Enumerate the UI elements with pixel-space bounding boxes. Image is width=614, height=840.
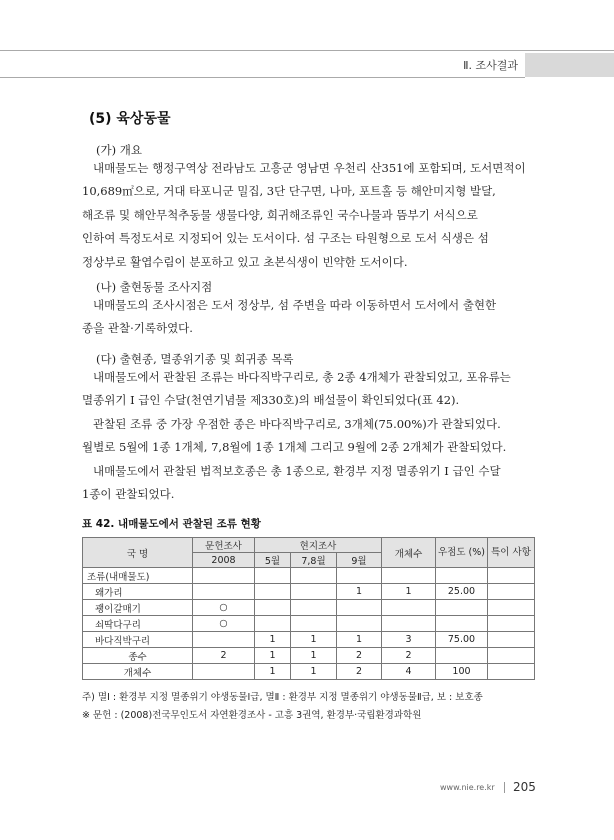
table-cell-special bbox=[488, 600, 535, 616]
header-2008: 2008 bbox=[193, 553, 255, 568]
total-cell-count: 2 bbox=[382, 648, 436, 664]
table-cell-dom: 25.00 bbox=[436, 584, 488, 600]
table-cell-may bbox=[255, 568, 291, 584]
total-cell-dom: 100 bbox=[436, 664, 488, 680]
table-cell-count bbox=[382, 616, 436, 632]
top-rule bbox=[0, 50, 614, 51]
species-name-cell: 쇠딱다구리 bbox=[83, 616, 193, 632]
table-cell-sep bbox=[337, 600, 382, 616]
table-cell-dom bbox=[436, 600, 488, 616]
total-label-cell: 종수 bbox=[83, 648, 193, 664]
overview-paragraph bbox=[82, 157, 534, 274]
table-total-row bbox=[83, 664, 535, 680]
table-cell-julaug bbox=[291, 568, 337, 584]
paragraph-line: 인하여 특정도서로 지정되어 있는 도서이다. 섬 구조는 타원형으로 도서 식생은 섬 bbox=[82, 231, 489, 246]
table-cell-may bbox=[255, 616, 291, 632]
total-cell-may: 1 bbox=[255, 648, 291, 664]
table-cell-julaug bbox=[291, 584, 337, 600]
survey-sites-paragraph bbox=[82, 294, 534, 341]
table-cell-julaug: 1 bbox=[291, 632, 337, 648]
table-cell-count: 3 bbox=[382, 632, 436, 648]
table-cell-count bbox=[382, 600, 436, 616]
paragraph-line: 내매물도의 조사시점은 도서 정상부, 섬 주변을 따라 이동하면서 도서에서 출현한 bbox=[93, 298, 497, 312]
header-sep: 9월 bbox=[337, 553, 382, 568]
table-row bbox=[83, 568, 535, 584]
table-cell-special bbox=[488, 584, 535, 600]
table-cell-lit bbox=[193, 632, 255, 648]
table-note-source: ※ 문헌 : (2008)전국무인도서 자연환경조사 - 고흥 3권역, 환경부·국립환경과학원 bbox=[82, 710, 422, 721]
table-cell-julaug bbox=[291, 600, 337, 616]
header-literature: 문헌조사 bbox=[193, 538, 255, 553]
table-cell-dom bbox=[436, 616, 488, 632]
footer-site: www.nie.re.kr bbox=[440, 783, 495, 792]
header-may: 5월 bbox=[255, 553, 291, 568]
total-label-cell: 개체수 bbox=[83, 664, 193, 680]
table-cell-count: 1 bbox=[382, 584, 436, 600]
table-cell-julaug bbox=[291, 616, 337, 632]
header-tab bbox=[525, 53, 614, 77]
total-cell-sep: 2 bbox=[337, 648, 382, 664]
chapter-header: Ⅱ. 조사결과 bbox=[463, 59, 518, 72]
table-row bbox=[83, 616, 535, 632]
table-cell-may bbox=[255, 600, 291, 616]
total-cell-may: 1 bbox=[255, 664, 291, 680]
table-row bbox=[83, 600, 535, 616]
species-name-cell: 괭이갈매기 bbox=[83, 600, 193, 616]
header-jul-aug: 7,8월 bbox=[291, 553, 337, 568]
header-special: 특이 사항 bbox=[488, 538, 535, 568]
total-cell-julaug: 1 bbox=[291, 648, 337, 664]
table-cell-sep bbox=[337, 568, 382, 584]
subsection-heading-survey-sites: (나) 출현동물 조사지점 bbox=[96, 280, 213, 294]
total-cell-dom bbox=[436, 648, 488, 664]
table-cell-lit bbox=[193, 568, 255, 584]
species-name-cell: 조류(내매물도) bbox=[83, 568, 193, 584]
paragraph-line: 관찰된 조류 중 가장 우점한 종은 바다직박구리로, 3개체(75.00%)가 관찰되었다. bbox=[93, 416, 501, 431]
table-cell-may: 1 bbox=[255, 632, 291, 648]
header-count: 개체수 bbox=[382, 538, 436, 568]
paragraph-line: 내매물도에서 관찰된 조류는 바다직박구리로, 총 2종 4개체가 관찰되었고, 포유류는 bbox=[93, 370, 511, 384]
paragraph-line: 해조류 및 해안무척추동물 생물다양, 희귀해조류인 국수나물과 뜸부기 서식으로 bbox=[82, 207, 478, 222]
paragraph-line: 내매물도는 행정구역상 전라남도 고흥군 영남면 우천리 산351에 포함되며, 도서면적이 bbox=[93, 161, 526, 175]
table-cell-may bbox=[255, 584, 291, 600]
subsection-heading-species-list: (다) 출현종, 멸종위기종 및 희귀종 목록 bbox=[96, 352, 294, 366]
paragraph-line: 정상부로 활엽수림이 분포하고 있고 초본식생이 빈약한 도서이다. bbox=[82, 254, 408, 269]
header-field-survey: 현지조사 bbox=[255, 538, 382, 553]
section-title: (5) 육상동물 bbox=[89, 111, 171, 127]
total-cell-lit bbox=[193, 664, 255, 680]
table-cell-lit bbox=[193, 584, 255, 600]
table-cell-special bbox=[488, 632, 535, 648]
table-cell-dom bbox=[436, 568, 488, 584]
species-name-cell: 왜가리 bbox=[83, 584, 193, 600]
table-cell-count bbox=[382, 568, 436, 584]
page-number: 205 bbox=[513, 780, 536, 794]
table-cell-sep bbox=[337, 616, 382, 632]
total-cell-lit: 2 bbox=[193, 648, 255, 664]
table-row bbox=[83, 632, 535, 648]
table-cell-lit: ○ bbox=[193, 600, 255, 616]
table-cell-lit: ○ bbox=[193, 616, 255, 632]
paragraph-line: 종을 관찰·기록하였다. bbox=[82, 321, 193, 336]
table-row bbox=[83, 584, 535, 600]
bird-observation-table bbox=[82, 537, 535, 680]
table-note-legend: 주) 멸Ⅰ : 환경부 지정 멸종위기 야생동물Ⅰ급, 멸Ⅱ : 환경부 지정 멸종위기 야생동물Ⅱ급, 보 : 보호종 bbox=[82, 692, 483, 703]
species-paragraph bbox=[82, 366, 534, 506]
total-cell-special bbox=[488, 664, 535, 680]
header-dominance: 우점도 (%) bbox=[436, 538, 488, 568]
total-cell-count: 4 bbox=[382, 664, 436, 680]
table-cell-dom: 75.00 bbox=[436, 632, 488, 648]
paragraph-line: 10,689㎡으로, 거대 타포니군 밀집, 3단 단구면, 나마, 포트홀 등 해안미지형 발달, bbox=[82, 184, 496, 199]
total-cell-special bbox=[488, 648, 535, 664]
paragraph-line: 월별로 5월에 1종 1개체, 7,8월에 1종 1개체 그리고 9월에 2종 2개체가 관찰되었다. bbox=[82, 440, 507, 455]
table-header-row bbox=[83, 538, 535, 553]
paragraph-line: 내매물도에서 관찰된 법적보호종은 총 1종으로, 환경부 지정 멸종위기 I 급인 수달 bbox=[93, 463, 501, 478]
footer-separator bbox=[504, 782, 505, 793]
paragraph-line: 1종이 관찰되었다. bbox=[82, 487, 175, 502]
species-name-cell: 바다직박구리 bbox=[83, 632, 193, 648]
subsection-heading-overview: (가) 개요 bbox=[96, 143, 142, 157]
table-total-row bbox=[83, 648, 535, 664]
table-title: 표 42. 내매물도에서 관찰된 조류 현황 bbox=[82, 518, 261, 530]
table-cell-sep: 1 bbox=[337, 584, 382, 600]
header-rule bbox=[0, 77, 525, 78]
total-cell-julaug: 1 bbox=[291, 664, 337, 680]
paragraph-line: 멸종위기 I 급인 수달(천연기념물 제330호)의 배설물이 확인되었다(표 42). bbox=[82, 393, 460, 408]
table-cell-special bbox=[488, 616, 535, 632]
table-cell-sep: 1 bbox=[337, 632, 382, 648]
total-cell-sep: 2 bbox=[337, 664, 382, 680]
header-species-name: 국 명 bbox=[83, 538, 193, 568]
table-cell-special bbox=[488, 568, 535, 584]
